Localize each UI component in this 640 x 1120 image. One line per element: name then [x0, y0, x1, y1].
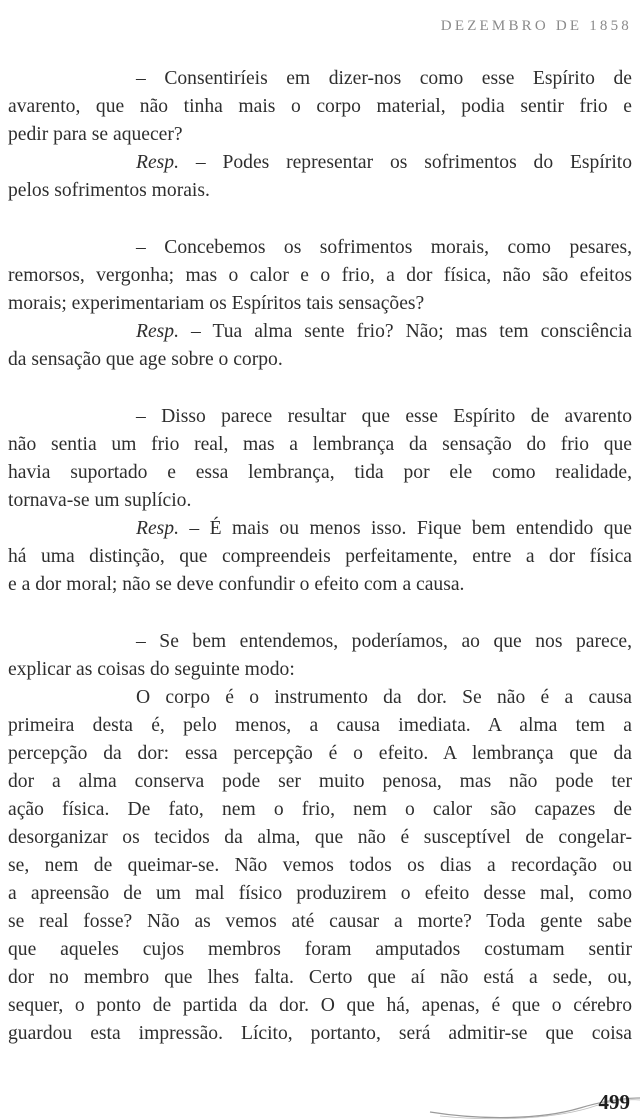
answer-paragraph — [8, 149, 632, 205]
resp-label: Resp. — [136, 321, 179, 342]
resp-label: Resp. — [136, 518, 179, 539]
text-fragment: – Podes representar os sofrimentos do Espírito — [179, 152, 632, 173]
text-line — [8, 149, 632, 177]
text-line: sequer, o ponto de partida da dor. O que há, apenas, é que o cérebro — [8, 995, 632, 1016]
text-line: tornava-se um suplício. — [8, 490, 192, 511]
text-line — [8, 318, 632, 346]
text-line: – Consentiríeis em dizer-nos como esse Espírito de — [136, 68, 632, 89]
text-line: desorganizar os tecidos da alma, que não é susceptível de congelar- — [8, 827, 632, 848]
text-line: explicar as coisas do seguinte modo: — [8, 659, 295, 680]
text-line: há uma distinção, que compreendeis perfeitamente, entre a dor física — [8, 546, 632, 567]
text-line: não sentia um frio real, mas a lembrança da sensação do frio que — [8, 434, 632, 455]
text-line — [8, 515, 632, 543]
question-paragraph — [8, 234, 632, 318]
text-line: O corpo é o instrumento da dor. Se não é a causa — [136, 687, 632, 708]
paragraph-gap — [8, 599, 632, 628]
text-line: morais; experimentariam os Espíritos tais sensações? — [8, 293, 425, 314]
paragraph-gap — [8, 374, 632, 403]
page-body — [8, 65, 632, 1048]
text-line: que aqueles cujos membros foram amputados costumam sentir — [8, 939, 632, 960]
question-paragraph — [8, 628, 632, 684]
question-paragraph — [8, 403, 632, 515]
text-fragment: – Tua alma sente frio? Não; mas tem consciência — [179, 321, 632, 342]
text-line: se, nem de queimar-se. Não vemos todos os dias a recordação ou — [8, 855, 632, 876]
text-line: remorsos, vergonha; mas o calor e o frio, a dor física, não são efeitos — [8, 265, 632, 286]
text-line: pedir para se aquecer? — [8, 124, 183, 145]
paragraph-gap — [8, 205, 632, 234]
text-line: da sensação que age sobre o corpo. — [8, 349, 283, 370]
question-paragraph — [8, 65, 632, 149]
text-line: percepção da dor: essa percepção é o efeito. A lembrança que da — [8, 743, 632, 764]
text-line: – Se bem entendemos, poderíamos, ao que nos parece, — [136, 631, 632, 652]
answer-paragraph — [8, 318, 632, 374]
answer-paragraph — [8, 515, 632, 599]
text-line: ação física. De fato, nem o frio, nem o calor são capazes de — [8, 799, 632, 820]
text-fragment: – É mais ou menos isso. Fique bem entendido que — [179, 518, 632, 539]
text-line: avarento, que não tinha mais o corpo material, podia sentir frio e — [8, 96, 632, 117]
text-line: dor a alma conserva pode ser muito penosa, mas não pode ter — [8, 771, 632, 792]
text-line: pelos sofrimentos morais. — [8, 180, 210, 201]
text-line: – Disso parece resultar que esse Espírito de avarento — [136, 406, 632, 427]
body-paragraph — [8, 684, 632, 1048]
page-number: 499 — [598, 1090, 630, 1114]
text-line: primeira desta é, pelo menos, a causa imediata. A alma tem a — [8, 715, 632, 736]
text-line: se real fosse? Não as vemos até causar a morte? Toda gente sabe — [8, 911, 632, 932]
text-line: guardou esta impressão. Lícito, portanto, será admitir-se que coisa — [8, 1023, 632, 1044]
resp-label: Resp. — [136, 152, 179, 173]
text-line: havia suportado e essa lembrança, tida por ele como realidade, — [8, 462, 632, 483]
text-line: – Concebemos os sofrimentos morais, como pesares, — [136, 237, 632, 258]
text-line: a apreensão de um mal físico produzirem o efeito desse mal, como — [8, 883, 632, 904]
running-head: DEZEMBRO DE 1858 — [440, 18, 632, 34]
text-line: dor no membro que lhes falta. Certo que aí não está a sede, ou, — [8, 967, 632, 988]
text-line: e a dor moral; não se deve confundir o efeito com a causa. — [8, 574, 465, 595]
